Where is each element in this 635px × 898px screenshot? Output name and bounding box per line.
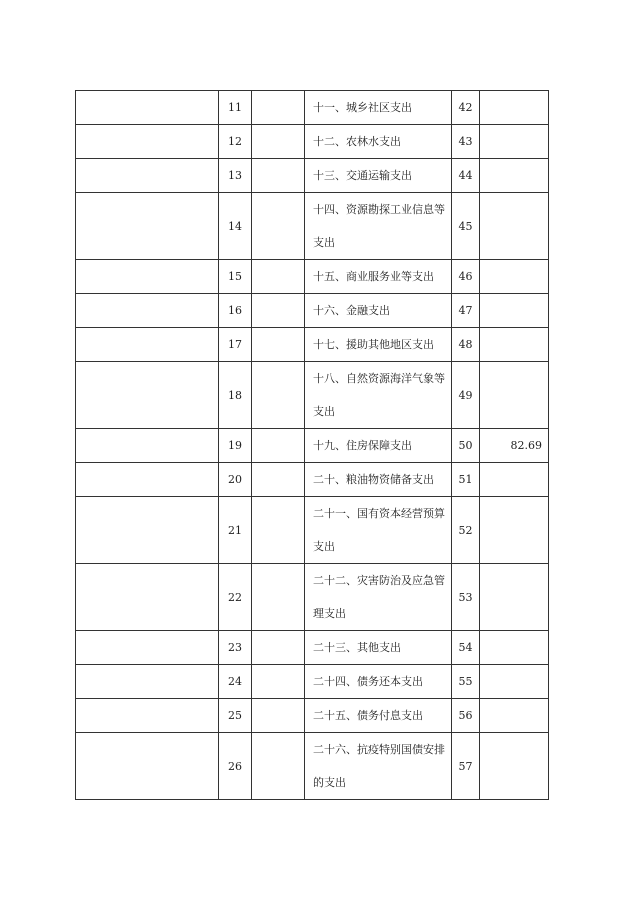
- blank-cell: [76, 362, 219, 429]
- expenditure-item-cell: 十七、援助其他地区支出: [305, 328, 452, 362]
- line-number-cell: 43: [452, 125, 480, 159]
- blank-cell: [76, 497, 219, 564]
- row-seq-cell: 24: [219, 665, 252, 699]
- blank-cell: [252, 193, 305, 260]
- amount-cell: [480, 631, 549, 665]
- line-number-cell: 55: [452, 665, 480, 699]
- blank-cell: [76, 125, 219, 159]
- line-number-cell: 57: [452, 733, 480, 800]
- blank-cell: [252, 125, 305, 159]
- table-row: [76, 159, 549, 193]
- line-number-cell: 46: [452, 260, 480, 294]
- expenditure-item-cell: 十一、城乡社区支出: [305, 91, 452, 125]
- row-seq-cell: 12: [219, 125, 252, 159]
- blank-cell: [252, 733, 305, 800]
- blank-cell: [252, 429, 305, 463]
- expenditure-item-cell: 二十三、其他支出: [305, 631, 452, 665]
- table-row: [76, 733, 549, 800]
- blank-cell: [76, 159, 219, 193]
- expenditure-item-cell: 十二、农林水支出: [305, 125, 452, 159]
- expenditure-item-cell: 二十一、国有资本经营预算支出: [305, 497, 452, 564]
- table-row: [76, 463, 549, 497]
- line-number-cell: 56: [452, 699, 480, 733]
- amount-cell: [480, 91, 549, 125]
- table-row: [76, 699, 549, 733]
- line-number-cell: 45: [452, 193, 480, 260]
- blank-cell: [76, 328, 219, 362]
- amount-cell: [480, 193, 549, 260]
- blank-cell: [252, 260, 305, 294]
- blank-cell: [76, 665, 219, 699]
- blank-cell: [76, 294, 219, 328]
- row-seq-cell: 20: [219, 463, 252, 497]
- blank-cell: [252, 294, 305, 328]
- line-number-cell: 42: [452, 91, 480, 125]
- expenditure-item-cell: 十五、商业服务业等支出: [305, 260, 452, 294]
- expenditure-item-cell: 十九、住房保障支出: [305, 429, 452, 463]
- blank-cell: [76, 260, 219, 294]
- row-seq-cell: 11: [219, 91, 252, 125]
- table-row: [76, 193, 549, 260]
- blank-cell: [76, 91, 219, 125]
- amount-cell: [480, 159, 549, 193]
- table-row: [76, 631, 549, 665]
- amount-cell: [480, 328, 549, 362]
- line-number-cell: 47: [452, 294, 480, 328]
- amount-cell: [480, 260, 549, 294]
- table-row: [76, 328, 549, 362]
- amount-cell: [480, 125, 549, 159]
- expenditure-item-cell: 十八、自然资源海洋气象等支出: [305, 362, 452, 429]
- blank-cell: [76, 699, 219, 733]
- table-row: [76, 429, 549, 463]
- row-seq-cell: 23: [219, 631, 252, 665]
- amount-cell: [480, 665, 549, 699]
- blank-cell: [252, 631, 305, 665]
- line-number-cell: 51: [452, 463, 480, 497]
- line-number-cell: 49: [452, 362, 480, 429]
- row-seq-cell: 13: [219, 159, 252, 193]
- line-number-cell: 48: [452, 328, 480, 362]
- row-seq-cell: 15: [219, 260, 252, 294]
- expenditure-item-cell: 十三、交通运输支出: [305, 159, 452, 193]
- row-seq-cell: 26: [219, 733, 252, 800]
- amount-cell: [480, 497, 549, 564]
- line-number-cell: 44: [452, 159, 480, 193]
- expenditure-item-cell: 二十五、债务付息支出: [305, 699, 452, 733]
- budget-expenditure-table: [75, 90, 549, 800]
- row-seq-cell: 18: [219, 362, 252, 429]
- expenditure-item-cell: 十四、资源勘探工业信息等支出: [305, 193, 452, 260]
- table-row: [76, 125, 549, 159]
- amount-cell: [480, 362, 549, 429]
- row-seq-cell: 25: [219, 699, 252, 733]
- table-row: [76, 260, 549, 294]
- expenditure-item-cell: 二十、粮油物资储备支出: [305, 463, 452, 497]
- blank-cell: [76, 733, 219, 800]
- blank-cell: [252, 159, 305, 193]
- blank-cell: [76, 631, 219, 665]
- table-row: [76, 294, 549, 328]
- blank-cell: [252, 699, 305, 733]
- line-number-cell: 53: [452, 564, 480, 631]
- blank-cell: [252, 564, 305, 631]
- amount-cell: [480, 699, 549, 733]
- amount-cell: [480, 564, 549, 631]
- expenditure-item-cell: 十六、金融支出: [305, 294, 452, 328]
- amount-cell: [480, 733, 549, 800]
- blank-cell: [252, 463, 305, 497]
- table-body: [76, 91, 549, 800]
- amount-cell: 82.69: [480, 429, 549, 463]
- table-row: [76, 362, 549, 429]
- blank-cell: [252, 91, 305, 125]
- blank-cell: [252, 328, 305, 362]
- line-number-cell: 54: [452, 631, 480, 665]
- blank-cell: [76, 429, 219, 463]
- blank-cell: [76, 193, 219, 260]
- row-seq-cell: 16: [219, 294, 252, 328]
- expenditure-item-cell: 二十四、债务还本支出: [305, 665, 452, 699]
- blank-cell: [76, 463, 219, 497]
- line-number-cell: 52: [452, 497, 480, 564]
- row-seq-cell: 14: [219, 193, 252, 260]
- row-seq-cell: 21: [219, 497, 252, 564]
- table-row: [76, 665, 549, 699]
- expenditure-item-cell: 二十二、灾害防治及应急管理支出: [305, 564, 452, 631]
- blank-cell: [76, 564, 219, 631]
- expenditure-item-cell: 二十六、抗疫特别国债安排的支出: [305, 733, 452, 800]
- blank-cell: [252, 497, 305, 564]
- blank-cell: [252, 362, 305, 429]
- row-seq-cell: 19: [219, 429, 252, 463]
- table-row: [76, 497, 549, 564]
- blank-cell: [252, 665, 305, 699]
- table-row: [76, 91, 549, 125]
- table-row: [76, 564, 549, 631]
- amount-cell: [480, 463, 549, 497]
- line-number-cell: 50: [452, 429, 480, 463]
- amount-cell: [480, 294, 549, 328]
- row-seq-cell: 22: [219, 564, 252, 631]
- row-seq-cell: 17: [219, 328, 252, 362]
